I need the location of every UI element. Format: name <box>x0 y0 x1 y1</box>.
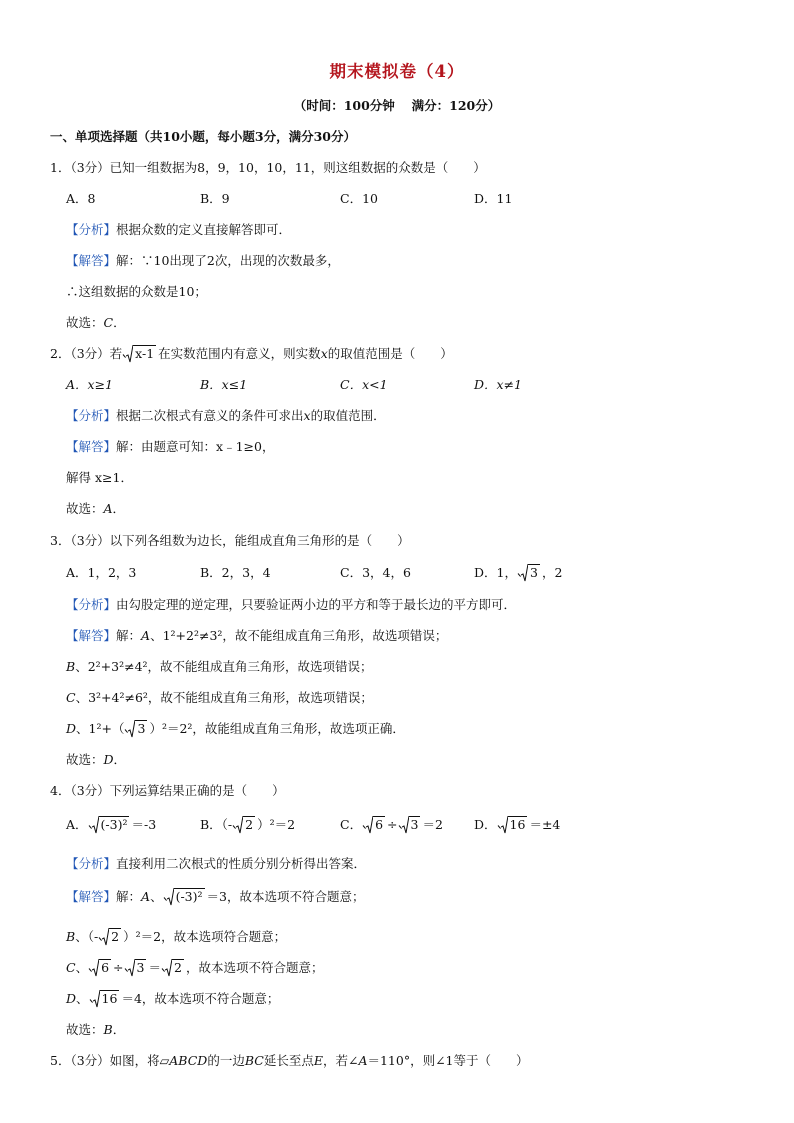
sqrt-symbol <box>164 888 205 906</box>
sqrt-symbol <box>518 564 540 582</box>
analysis-tag: 【分析】 <box>66 408 117 423</box>
q3-option-d-suffix: ，2 <box>541 565 563 580</box>
q2-variable: x <box>303 408 311 423</box>
q4-line-b-text-end: ）²＝2，故本选项符合题意； <box>123 929 287 944</box>
q3-analysis <box>66 596 516 614</box>
q3-option-d <box>474 564 562 582</box>
q1-stem: 1．（3分）已知一组数据为8，9，10，10，11，则这组数据的众数是（ ） <box>50 160 486 175</box>
q2-option-a: A．x≥1 <box>66 377 114 392</box>
q3-line-c-text: 、3²+4²≠6²，故不能组成直角三角形，故选项错误； <box>75 690 373 705</box>
radicand: (-3)² <box>175 889 203 904</box>
q1-option-d: D．11 <box>474 191 513 206</box>
q4-option-d-suffix: ＝±4 <box>529 817 561 832</box>
q3-answer: 故选：D． <box>66 752 127 767</box>
q4-solution: 【解答】解：A、 (-3)² ＝3，故本选项不符合题意； <box>66 889 365 904</box>
q4-option-c-suffix: ＝2 <box>422 817 443 832</box>
page-title: 期末模拟卷（4） <box>329 62 465 81</box>
option-letter: D <box>66 991 77 1006</box>
choose-label: 故选： <box>66 1022 104 1037</box>
divide-sign: ÷ <box>387 817 398 832</box>
radicand: 16 <box>509 817 526 832</box>
q5-stem-b: 的一边 <box>207 1053 245 1068</box>
solution-tag: 【解答】 <box>66 439 117 454</box>
q3-stem: 3．（3分）以下列各组数为边长，能组成直角三角形的是（ ） <box>50 533 410 548</box>
q3-answer-letter: D <box>103 752 114 767</box>
q1-solution-line2: ∴这组数据的众数是10； <box>66 284 207 299</box>
radical-sign-icon <box>236 816 243 834</box>
q4-analysis <box>66 855 366 873</box>
radicand: 2 <box>245 817 254 832</box>
radical-sign-icon <box>501 816 508 834</box>
q4-option-b-prefix: B．（- <box>200 817 233 832</box>
q4-analysis-text: 直接利用二次根式的性质分别分析得出答案． <box>116 856 367 871</box>
q4-option-a <box>66 816 156 834</box>
q4-solution-prefix: 解： <box>116 889 142 904</box>
radical-sign-icon <box>93 990 100 1008</box>
radicand: 2 <box>111 929 120 944</box>
option-letter: C <box>66 690 76 705</box>
q1-option-a: A．8 <box>66 191 96 206</box>
choose-label: 故选： <box>66 501 104 516</box>
radical-sign-icon <box>92 816 99 834</box>
solution-tag: 【解答】 <box>66 628 117 643</box>
q4-answer: 故选：B． <box>66 1022 126 1037</box>
sqrt-symbol <box>125 959 147 977</box>
q1-answer: 故选：C． <box>66 315 126 330</box>
q5-angle-name: A <box>358 1053 368 1068</box>
q1-answer-letter: C <box>103 315 114 330</box>
q3-solution-line-d <box>66 720 405 738</box>
q4-option-c-prefix: C． <box>340 817 363 832</box>
divide-sign: ÷ <box>113 960 124 975</box>
radical-sign-icon <box>126 345 133 363</box>
radicand: 3 <box>136 960 145 975</box>
q2-answer-letter: A <box>103 501 113 516</box>
radical-sign-icon <box>167 888 174 906</box>
sqrt-symbol <box>363 816 385 834</box>
radicand: 6 <box>375 817 384 832</box>
sqrt-symbol <box>498 816 528 834</box>
option-letter: A <box>141 889 151 904</box>
q4-option-d-prefix: D． <box>474 817 497 832</box>
sqrt-symbol <box>125 720 147 738</box>
q5-stem <box>50 1052 529 1070</box>
q3-line-d-text-end: ）²＝2²，故能组成直角三角形，故选项正确． <box>149 721 405 736</box>
q5-point-name: E <box>313 1053 323 1068</box>
q4-line-b-text: 、（- <box>75 929 99 944</box>
q4-option-c <box>340 816 443 834</box>
q4-option-a-prefix: A． <box>66 817 88 832</box>
q2-stem-end: 的取值范围是（ ） <box>327 346 453 361</box>
q3-solution-line-b <box>66 658 373 676</box>
solution-tag: 【解答】 <box>66 253 117 268</box>
q4-solution-line-d: D、 16 ＝4，故本选项不符合题意； <box>66 991 280 1006</box>
sqrt-symbol <box>99 928 121 946</box>
q2-option-d: D．x≠1 <box>474 377 522 392</box>
sqrt-symbol <box>89 816 130 834</box>
q5-stem-d: ，若∠ <box>322 1053 359 1068</box>
exam-info: （时间：100分钟 满分：120分） <box>293 98 501 113</box>
q4-line-c-text-end: ，故本选项不符合题意； <box>185 960 324 975</box>
q1-analysis <box>66 221 291 239</box>
option-letter: C <box>66 960 76 975</box>
q2-option-b: B．x≤1 <box>200 377 248 392</box>
q2-stem-rest: 在实数范围内有意义，则实数 <box>158 346 321 361</box>
q2-option-c: C．x<1 <box>340 377 388 392</box>
radical-sign-icon <box>165 959 172 977</box>
analysis-tag: 【分析】 <box>66 222 117 237</box>
q5-stem-c: 延长至点 <box>263 1053 314 1068</box>
q3-solution-text: 、1²+2²≠3²，故不能组成直角三角形，故选项错误； <box>150 628 448 643</box>
radical-sign-icon <box>128 720 135 738</box>
radical-sign-icon <box>102 928 109 946</box>
q3-line-d-text: 、1²+（ <box>76 721 125 736</box>
q3-option-c: C．3，4，6 <box>340 565 411 580</box>
sqrt-symbol <box>90 990 120 1008</box>
q4-option-b-suffix: ）²＝2 <box>257 817 296 832</box>
q5-stem-a: 5．（3分）如图，将▱ <box>50 1053 170 1068</box>
q2-answer: 故选：A． <box>66 501 126 516</box>
q3-solution-letter: A <box>141 628 151 643</box>
q3-line-b-text: 、2²+3²≠4²，故不能组成直角三角形，故选项错误； <box>75 659 373 674</box>
q3-option-a: A．1，2，3 <box>66 565 137 580</box>
sqrt-symbol <box>399 816 421 834</box>
radical-sign-icon <box>128 959 135 977</box>
q5-parallelogram-name: ABCD <box>169 1053 208 1068</box>
q3-option-d-prefix: D．1， <box>474 565 517 580</box>
q3-solution-line-c <box>66 689 373 707</box>
analysis-tag: 【分析】 <box>66 856 117 871</box>
q3-option-b: B．2，3，4 <box>200 565 271 580</box>
q2-analysis <box>66 407 386 425</box>
radicand: 3 <box>410 817 419 832</box>
q5-side-name: BC <box>244 1053 264 1068</box>
radicand: (-3)² <box>100 817 128 832</box>
q2-radicand: x-1 <box>135 346 155 361</box>
q4-line-d-text-end: ＝4，故本选项不符合题意； <box>121 991 280 1006</box>
radicand: 6 <box>101 960 110 975</box>
sqrt-symbol <box>162 959 184 977</box>
solution-tag: 【解答】 <box>66 889 117 904</box>
q4-option-d <box>474 816 560 834</box>
q3-analysis-text: 由勾股定理的逆定理，只要验证两小边的平方和等于最长边的平方即可． <box>116 597 517 612</box>
q5-stem-e: ＝110°，则∠1等于（ ） <box>367 1053 529 1068</box>
option-letter: B <box>66 929 76 944</box>
choose-label: 故选： <box>66 752 104 767</box>
option-letter: B <box>66 659 76 674</box>
q2-solution-text: 解：由题意可知：x﹣1≥0， <box>116 439 275 454</box>
q1-option-b: B．9 <box>200 191 230 206</box>
q2-solution-line2: 解得 x≥1． <box>66 470 133 485</box>
equals-sign: ＝ <box>148 960 161 975</box>
q1-option-c: C．10 <box>340 191 378 206</box>
q4-option-b <box>200 816 295 834</box>
sqrt-symbol <box>123 345 156 363</box>
q1-analysis-text: 根据众数的定义直接解答即可． <box>116 222 292 237</box>
q2-num: 2．（3分）若 <box>50 346 123 361</box>
q1-solution-text: 解：∵10出现了2次，出现的次数最多， <box>116 253 340 268</box>
analysis-tag: 【分析】 <box>66 597 117 612</box>
q4-solution-line-b <box>66 928 286 946</box>
choose-label: 故选： <box>66 315 104 330</box>
q3-solution-prefix: 解： <box>116 628 142 643</box>
q4-solution-text: ＝3，故本选项不符合题意； <box>206 889 365 904</box>
radicand: 3 <box>529 565 538 580</box>
sqrt-symbol <box>89 959 111 977</box>
option-letter: D <box>66 721 77 736</box>
sqrt-symbol <box>233 816 255 834</box>
section-heading: 一、单项选择题（共10小题，每小题3分，满分30分） <box>50 129 356 144</box>
q2-solution <box>66 438 274 456</box>
q4-solution-line-c: C、 6 ÷ 3 ＝ 2 ，故本选项不符合题意； <box>66 960 324 975</box>
radical-sign-icon <box>402 816 409 834</box>
q4-stem: 4．（3分）下列运算结果正确的是（ ） <box>50 783 285 798</box>
radical-sign-icon <box>92 959 99 977</box>
q2-variable: x <box>320 346 328 361</box>
q4-answer-letter: B <box>103 1022 113 1037</box>
q2-analysis-text: 根据二次根式有意义的条件可求出 <box>116 408 304 423</box>
radicand: 2 <box>174 960 182 975</box>
radical-sign-icon <box>521 564 528 582</box>
q4-option-a-suffix: ＝-3 <box>131 817 157 832</box>
radicand: 16 <box>101 991 118 1006</box>
q3-solution <box>66 627 447 645</box>
q2-analysis-text-end: 的取值范围． <box>310 408 386 423</box>
q2-stem <box>50 345 453 363</box>
q1-solution <box>66 252 340 270</box>
radical-sign-icon <box>366 816 373 834</box>
radicand: 3 <box>137 721 146 736</box>
